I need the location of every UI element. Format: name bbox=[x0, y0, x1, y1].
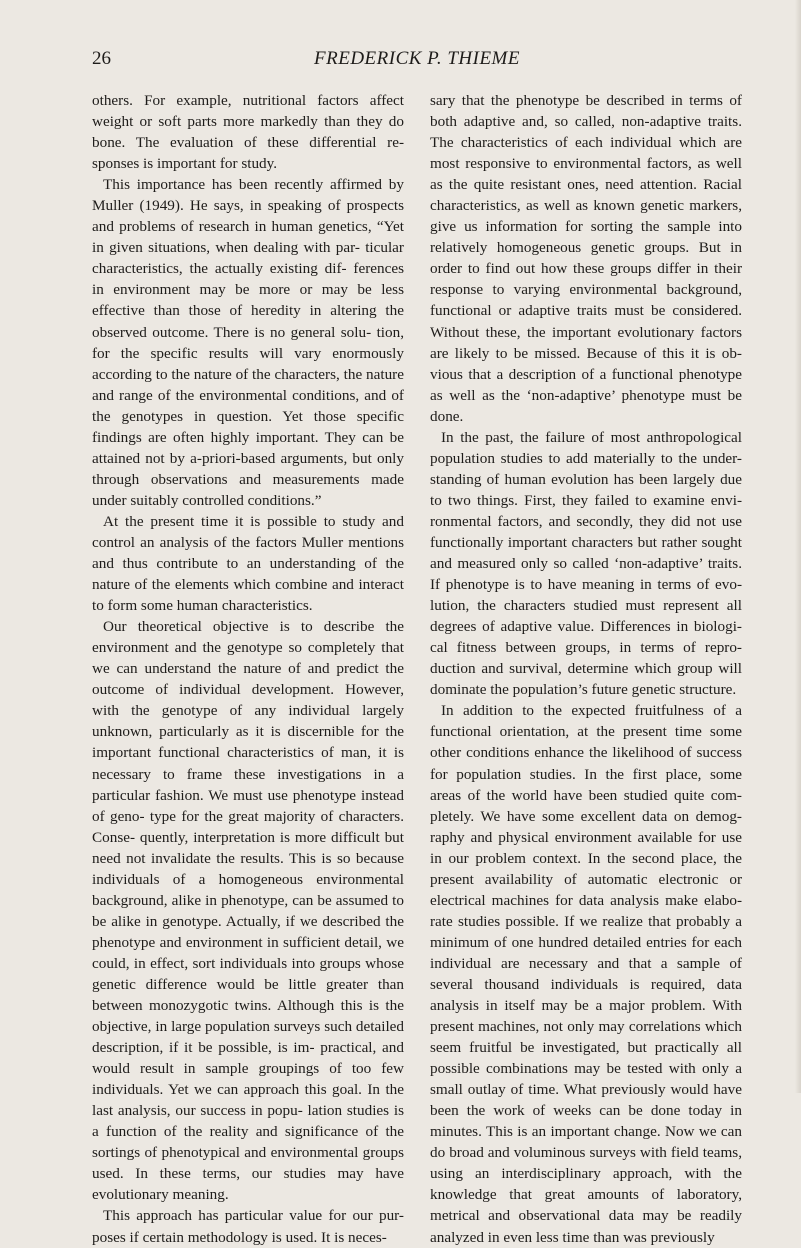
page-edge-shadow bbox=[795, 0, 801, 1093]
paragraph: At the present time it is possible to study and control an analysis of the factors Muller mentions and thus contribute to an understanding of the nature of the elements which combine and interact to form some human characteristics. bbox=[92, 512, 404, 615]
body-text bbox=[92, 90, 742, 1246]
paragraph: In the past, the failure of most anthropological population studies to add materially to the under- standing of human evolution has been largely due to two things. First, they failed to examine envi- ronmental factors, and secondly, they did not use functionally important characters but rather sought and measured only so called ‘non-adaptive’ traits. If phenotype is to have meaning in terms of evo- lution, the characters studied must represent all degrees of adaptive value. Differences in biologi- cal fitness between groups, in terms of repro- duction and survival, determine which group will dominate the population’s future genetic structure. bbox=[430, 428, 742, 699]
paragraph: sary that the phenotype be described in terms of both adaptive and, so called, non-adaptive traits. The characteristics of each individual which are most responsive to environmental factors, as well as the quite resistant ones, need attention. Racial characteristics, as well as known genetic markers, give us information for sorting the sample into relatively homogeneous genetic groups. But in order to find out how these groups differ in their response to varying environmental background, functional or adaptive traits must be considered. Without these, the important evolutionary factors are likely to be missed. Because of this it is ob- vious that a description of a functional phenotype as well as the ‘non-adaptive’ phenotype must be done. bbox=[430, 92, 742, 425]
paragraph: In addition to the expected fruitfulness of a functional orientation, at the present time some other conditions enhance the likelihood of success for population studies. In the first place, some areas of the world have been studied quite com- pletely. We have some excellent data on demog- raphy and physical environment available for use in our problem context. In the second place, the present availability of automatic electronic or electrical machines for data analysis make elabo- rate studies possible. If we realize that probably a minimum of one hundred detailed entries for each individual are necessary and that a sample of several thousand individuals is required, data analysis in itself may be a major problem. With present machines, not only may correlations which seem fruitful be investigated, but practically all possible combinations may be tested with only a small outlay of time. What previously would have been the work of weeks can be done today in minutes. This is an important change. Now we can do broad and voluminous surveys with field teams, using an interdisciplinary approach, with the knowledge that great amounts of laboratory, metrical and observational data may be readily analyzed in even less time than was previously bbox=[430, 702, 742, 1246]
paragraph: This approach has particular value for our pur- poses if certain methodology is used. It is neces- bbox=[92, 1207, 404, 1246]
paragraph: Our theoretical objective is to describe the environment and the genotype so completely that we can understand the nature of and predict the outcome of individual development. However, with the genotype of any individual largely unknown, particularly as it is discernible for the important functional characteristics of man, it is necessary to frame these investigations in a particular fashion. We must use phenotype instead of geno- type for the great majority of characters. Conse- quently, interpretation is more difficult but need not invalidate the results. This is so because individuals of a homogeneous environmental background, alike in phenotype, can be assumed to be alike in genotype. Actually, if we described the phenotype and environment in sufficient detail, we could, in effect, sort individuals into groups whose genetic difference would be little greater than between monozygotic twins. Although this is the objective, in large population surveys such detailed description, if it be possible, is im- practical, and would result in sample groupings of too few individuals. Yet we can approach this goal. In the last analysis, our success in popu- lation studies is a function of the reality and significance of the sortings of phenotypical and environmental groups used. In these terms, our studies may have evolutionary meaning. bbox=[92, 618, 404, 1204]
paragraph: others. For example, nutritional factors affect weight or soft parts more markedly than they do bone. The evaluation of these differential re- sponses is important for study. bbox=[92, 92, 404, 173]
left-column bbox=[92, 90, 404, 1246]
paragraph: This importance has been recently affirmed by Muller (1949). He says, in speaking of prospects and problems of research in human genetics, “Yet in given situations, when dealing with par- ticular characteristics, the actually existing dif- ferences in environment may be more or may be less effective than those of heredity in altering the observed outcome. There is no general solu- tion, for the specific results will vary enormously according to the nature of the characters, the nature and range of the environmental conditions, and of the genotypes in question. Yet those specific findings are often highly important. They can be attained not by a-priori-based arguments, but only through observations and measurements made under suitably controlled conditions.” bbox=[92, 176, 404, 509]
running-head: FREDERICK P. THIEME bbox=[314, 48, 520, 69]
right-column bbox=[430, 90, 742, 1246]
page-header bbox=[92, 48, 742, 76]
page-number: 26 bbox=[92, 48, 111, 69]
